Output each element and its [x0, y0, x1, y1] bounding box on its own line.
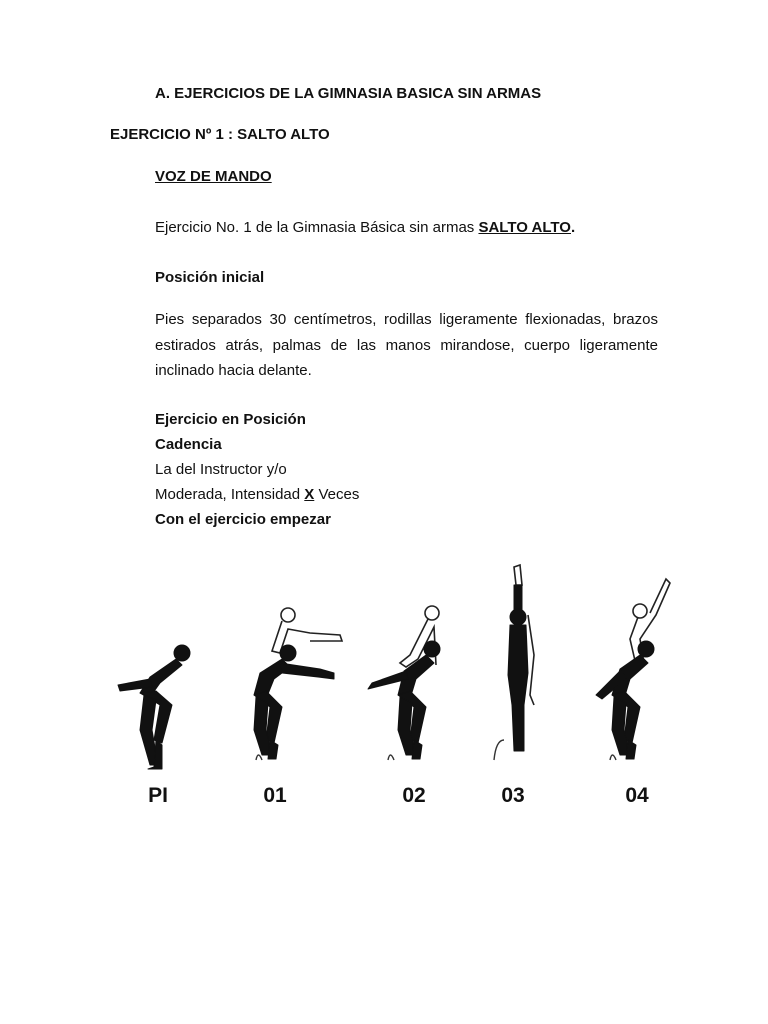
figure-02-silhouette — [368, 606, 440, 760]
exercise-title: EJERCICIO Nº 1 : SALTO ALTO — [110, 126, 330, 143]
figure-01-silhouette — [254, 608, 342, 760]
cadence-heading: Cadencia — [155, 436, 222, 453]
command-text-emphasis: SALTO ALTO — [478, 219, 571, 236]
command-heading: VOZ DE MANDO — [155, 168, 272, 185]
command-text-prefix: Ejercicio No. 1 de la Gimnasia Básica sin armas — [155, 219, 479, 236]
figure-label-04: 04 — [625, 784, 649, 807]
figure-pi-silhouette — [118, 645, 190, 769]
cadence-line-2 — [155, 486, 359, 504]
command-text — [155, 219, 575, 237]
cadence-line-2-suffix: Veces — [314, 486, 360, 503]
figure-04-silhouette — [596, 579, 670, 760]
figure-label-pi: PI — [148, 784, 168, 807]
cadence-line-2-prefix: Moderada, Intensidad — [155, 486, 305, 503]
exercise-figure — [110, 555, 690, 815]
start-line: Con el ejercicio empezar — [155, 511, 331, 528]
figure-label-03: 03 — [501, 784, 525, 807]
command-text-suffix: . — [570, 219, 576, 236]
figure-03-silhouette — [494, 565, 534, 760]
initial-position-text: Pies separados 30 centímetros, rodillas ligeramente flexionadas, brazos estirados atrás, palmas de las manos mirandose, cuerpo ligeramente inclinado hacia delante. — [155, 311, 658, 379]
exercise-in-position: Ejercicio en Posición — [155, 411, 306, 428]
figure-label-02: 02 — [402, 784, 426, 807]
cadence-line-2-emphasis: X — [304, 486, 315, 503]
figure-label-01: 01 — [263, 784, 287, 807]
cadence-line-1: La del Instructor y/o — [155, 461, 287, 478]
section-heading: A. EJERCICIOS DE LA GIMNASIA BASICA SIN ARMAS — [155, 85, 542, 102]
initial-position-heading: Posición inicial — [155, 269, 265, 286]
